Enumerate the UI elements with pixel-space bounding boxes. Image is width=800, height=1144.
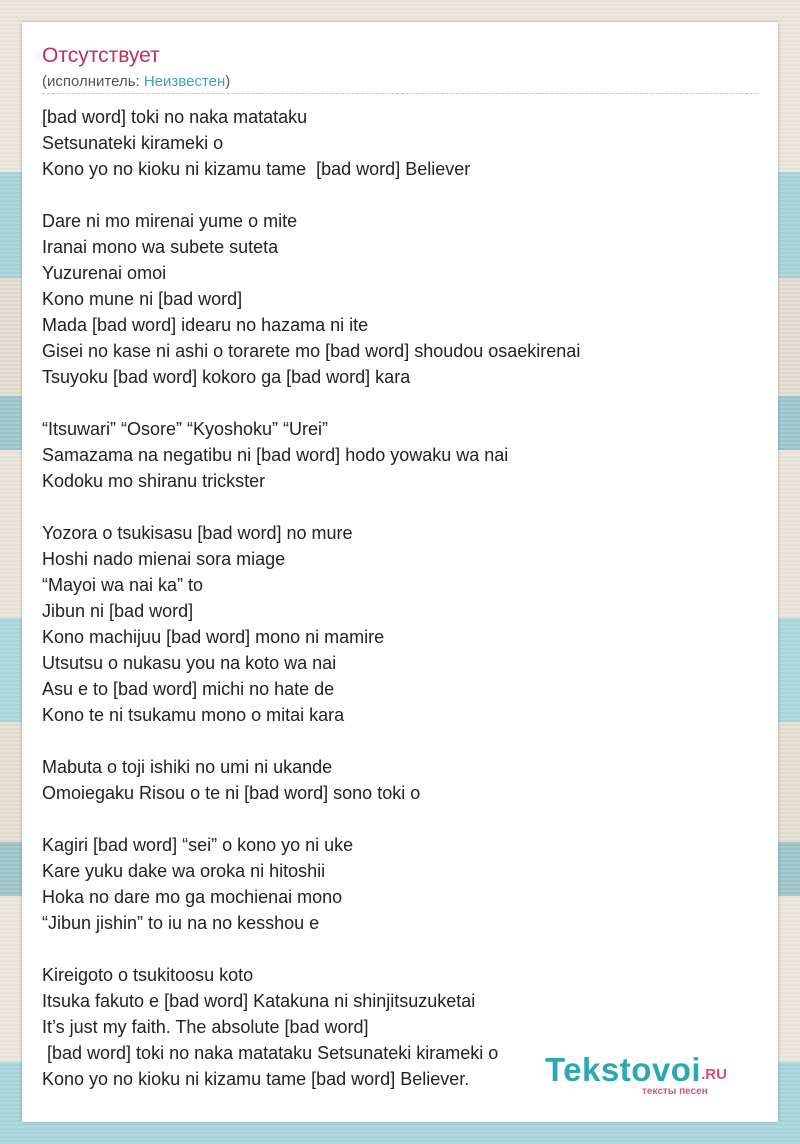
site-logo[interactable]: [545, 1051, 755, 1097]
lyric-line: Samazama na negatibu ni [bad word] hodo yowaku wa nai: [42, 445, 509, 465]
lyric-line: [42, 806, 758, 832]
lyric-line: Yuzurenai omoi: [42, 263, 167, 283]
lyrics-body: [42, 104, 758, 1092]
lyric-line: Omoiegaku Risou o te ni [bad word] sono toki o: [42, 783, 421, 803]
lyric-line: Kono yo no kioku ni kizamu tame [bad word] Believer: [42, 159, 471, 179]
artist-line: [42, 72, 230, 92]
artist-prefix: (исполнитель:: [42, 73, 144, 90]
lyric-line: Itsuka fakuto e [bad word] Katakuna ni shinjitsuzuketai: [42, 991, 476, 1011]
lyric-line: Iranai mono wa subete suteta: [42, 237, 279, 257]
lyric-line: Kagiri [bad word] “sei” o kono yo ni uke: [42, 835, 354, 855]
lyrics-sheet: [22, 22, 778, 1122]
lyric-line: Kono mune ni [bad word]: [42, 289, 243, 309]
lyric-line: [bad word] toki no naka matataku Setsunateki kirameki o: [42, 1043, 499, 1063]
lyric-line: Hoshi nado mienai sora miage: [42, 549, 286, 569]
lyric-line: Kireigoto o tsukitoosu koto: [42, 965, 254, 985]
logo-tld: .RU: [701, 1066, 727, 1083]
lyric-line: [42, 728, 758, 754]
lyric-line: It’s just my faith. The absolute [bad word]: [42, 1017, 369, 1037]
song-title: Отсутствует: [42, 44, 160, 67]
artist-suffix: ): [225, 73, 231, 90]
lyric-line: Hoka no dare mo ga mochienai mono: [42, 887, 343, 907]
lyric-line: Kono machijuu [bad word] mono ni mamire: [42, 627, 385, 647]
title-divider: [42, 93, 758, 94]
lyric-line: [42, 936, 758, 962]
lyric-line: Mada [bad word] idearu no hazama ni ite: [42, 315, 369, 335]
lyric-line: Dare ni mo mirenai yume o mite: [42, 211, 298, 231]
lyric-line: “Itsuwari” “Osore” “Kyoshoku” “Urei”: [42, 419, 329, 439]
lyric-line: Jibun ni [bad word]: [42, 601, 194, 621]
lyric-line: [42, 182, 758, 208]
lyric-line: Kono te ni tsukamu mono o mitai kara: [42, 705, 345, 725]
lyric-line: Kono yo no kioku ni kizamu tame [bad word] Believer.: [42, 1069, 470, 1089]
lyric-line: Gisei no kase ni ashi o torarete mo [bad word] shoudou osaekirenai: [42, 341, 581, 361]
lyric-line: Mabuta o toji ishiki no umi ni ukande: [42, 757, 333, 777]
logo-tagline: тексты песен: [642, 1086, 708, 1097]
lyric-line: “Jibun jishin” to iu na no kesshou e: [42, 913, 320, 933]
lyric-line: Asu e to [bad word] michi no hate de: [42, 679, 335, 699]
lyric-line: Setsunateki kirameki o: [42, 133, 224, 153]
logo-wordmark: Tekstovoi: [545, 1051, 702, 1088]
lyric-line: Tsuyoku [bad word] kokoro ga [bad word] kara: [42, 367, 411, 387]
lyric-line: Utsutsu o nukasu you na koto wa nai: [42, 653, 337, 673]
lyric-line: Yozora o tsukisasu [bad word] no mure: [42, 523, 353, 543]
artist-link[interactable]: Неизвестен: [143, 73, 226, 90]
lyric-line: [42, 494, 758, 520]
lyric-line: Kare yuku dake wa oroka ni hitoshii: [42, 861, 326, 881]
lyric-line: Kodoku mo shiranu trickster: [42, 471, 266, 491]
lyric-line: [bad word] toki no naka matataku: [42, 107, 308, 127]
lyric-line: [42, 390, 758, 416]
lyric-line: “Mayoi wa nai ka” to: [42, 575, 204, 595]
